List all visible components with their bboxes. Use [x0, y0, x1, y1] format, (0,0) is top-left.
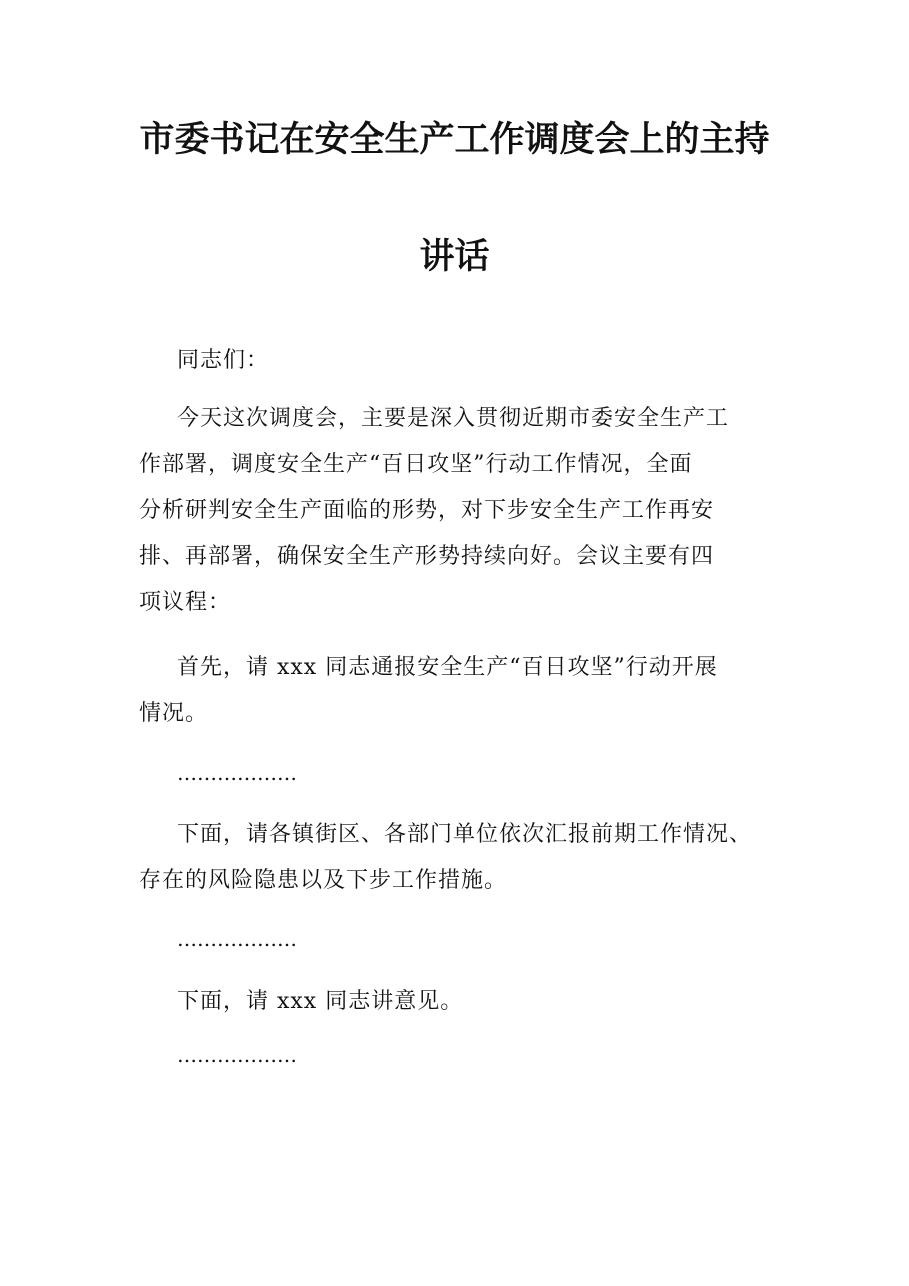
ellipsis-separator-2: ……………… — [177, 927, 297, 951]
paragraph-line: 今天这次调度会，主要是深入贯彻近期市委安全生产工 — [177, 406, 730, 431]
paragraph-line: 首先，请 xxx 同志通报安全生产“百日攻坚”行动开展 — [177, 655, 718, 680]
paragraph-line: 情况。 — [139, 701, 209, 726]
paragraph-line: 存在的风险隐患以及下步工作措施。 — [139, 868, 508, 893]
paragraph-line: 项议程： — [139, 590, 232, 615]
paragraph-second-agenda — [139, 812, 779, 904]
document-title-line-1: 市委书记在安全生产工作调度会上的主持 — [139, 119, 770, 160]
paragraph-line: 下面，请各镇街区、各部门单位依次汇报前期工作情况、 — [177, 822, 753, 847]
paragraph-first-agenda — [139, 645, 779, 737]
salutation-text: 同志们： — [177, 348, 270, 373]
paragraph-agenda-intro — [139, 396, 779, 626]
paragraph-third-agenda — [139, 979, 779, 1025]
paragraph-line: 作部署，调度安全生产“百日攻坚”行动工作情况，全面 — [139, 452, 693, 477]
ellipsis-separator-1: ……………… — [177, 761, 297, 785]
salutation — [139, 338, 779, 384]
ellipsis-separator-3: ……………… — [177, 1043, 297, 1067]
paragraph-line: 排、再部署，确保安全生产形势持续向好。会议主要有四 — [139, 544, 715, 569]
paragraph-line: 分析研判安全生产面临的形势，对下步安全生产工作再安 — [139, 498, 715, 523]
document-title-line-2: 讲话 — [419, 236, 490, 277]
paragraph-line: 下面，请 xxx 同志讲意见。 — [177, 989, 464, 1014]
